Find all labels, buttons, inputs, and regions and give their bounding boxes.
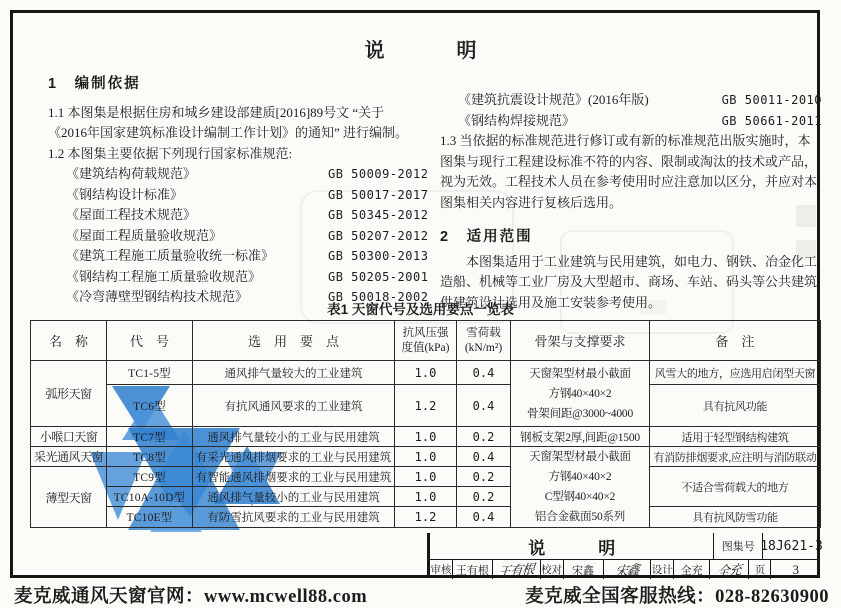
- cell-wind: 1.0: [395, 361, 457, 385]
- cell-code: TC9型: [107, 467, 193, 487]
- cell-frame-thin: 天窗架型材最小截面 方钢40×40×2 C型钢40×40×2 铝合金截面50系列: [511, 447, 650, 528]
- cell-points: 有防雪抗风要求的工业与民用建筑: [193, 507, 395, 528]
- paragraph-1-3-line: 图集与现行工程建设标准不符的内容、限制或淘汰的技术或产品，: [440, 153, 818, 169]
- atlas-number-value: 18J621-3: [760, 538, 823, 554]
- col-header-points: 选 用 要 点: [193, 321, 395, 361]
- paragraph-2-line: 本图集适用于工业建筑与民用建筑，如电力、钢铁、冶金化工: [440, 253, 818, 269]
- col-header-code: 代 号: [107, 321, 193, 361]
- cell-wind: 1.0: [395, 467, 457, 487]
- table-title: 表1 天窗代号及选用要点一览表: [327, 302, 514, 317]
- review-label: 审核: [430, 560, 453, 579]
- paragraph-1-2: 1.2 本图集主要依据下列现行国家标准规范:: [48, 145, 293, 161]
- cell-wind: 1.0: [395, 447, 457, 467]
- col-header-name: 名 称: [31, 321, 107, 361]
- cell-code: TC10A-10D型: [107, 487, 193, 507]
- page-number: 3: [792, 561, 799, 577]
- proof-label: 校对: [541, 560, 564, 579]
- table-row: [31, 507, 821, 528]
- cell-snow: 0.2: [457, 427, 511, 447]
- standard-name: 《建筑工程施工质量验收统一标准》: [66, 248, 275, 263]
- standard-code: GB 50345-2012: [328, 208, 429, 222]
- cell-note: 具有抗风防雪功能: [650, 507, 821, 528]
- cell-note: 不适合雪荷载大的地方: [650, 467, 821, 507]
- cell-note: 风雪大的地方，应选用启闭型天窗: [650, 361, 821, 385]
- paragraph-1-1-line: 1.1 本图集是根据住房和城乡建设部建质[2016]89号文 “关于: [48, 104, 385, 120]
- standard-item: [48, 205, 430, 226]
- page-label: 页: [749, 560, 771, 579]
- paragraph-2-line: 供建筑设计选用及施工安装参考使用。: [440, 294, 662, 310]
- paragraph-2-line: 造船、机械等工业厂房及大型超市、商场、车站、码头等公共建筑: [440, 274, 818, 289]
- section-2-heading: 2 适用范围: [440, 229, 533, 245]
- cell-wind: 1.0: [395, 487, 457, 507]
- cell-wind: 1.2: [395, 385, 457, 427]
- table-row: [31, 447, 821, 467]
- cell-note: 具有抗风功能: [650, 385, 821, 427]
- page-title: 说 明: [364, 40, 503, 62]
- standard-name: 《建筑结构荷载规范》: [66, 166, 197, 181]
- table-row: [31, 467, 821, 487]
- cell-code: TC1-5型: [107, 361, 193, 385]
- standard-code: GB 50017-2017: [328, 187, 429, 202]
- footer-bar: [0, 582, 841, 607]
- paragraph-1-1-line: 《2016年国家建筑标准设计编制工作计划》的通知” 进行编制。: [48, 125, 409, 140]
- design-signature: 全充: [710, 560, 749, 579]
- design-name: 全充: [674, 560, 710, 579]
- cell-frame: 钢板支架2厚,间距@1500: [511, 427, 650, 447]
- standard-name: 《冷弯薄壁型钢结构技术规范》: [66, 289, 249, 304]
- cell-note: 适用于轻型钢结构建筑: [650, 427, 821, 447]
- cell-snow: 0.2: [457, 487, 511, 507]
- proof-signature: 宋鑫: [604, 560, 652, 579]
- standard-code: GB 50009-2012: [328, 167, 429, 181]
- standard-code: GB 50207-2012: [328, 228, 429, 243]
- standard-name: 《屋面工程质量验收规范》: [66, 227, 223, 243]
- cell-wind: 1.2: [395, 507, 457, 528]
- cell-note: 有消防排烟要求,应注明与消防联动: [650, 447, 821, 467]
- cell-snow: 0.4: [457, 385, 511, 427]
- cell-name-daylight: 采光通风天窗: [31, 447, 107, 467]
- standard-name: 《钢结构焊接规范》: [458, 112, 576, 128]
- section-1-heading: 1 编制依据: [48, 76, 141, 92]
- notes-column-right: [440, 90, 822, 313]
- cell-snow: 0.2: [457, 467, 511, 487]
- proof-name: 宋鑫: [564, 560, 604, 579]
- standard-name: 《钢结构设计标准》: [66, 186, 184, 202]
- cell-name-throat: 小喉口天窗: [31, 427, 107, 447]
- col-header-snow: 雪荷载 (kN/m²): [457, 321, 511, 361]
- cell-points: 通风排气量较小的工业与民用建筑: [193, 427, 395, 447]
- footer-hotline: 麦克威全国客服热线：028-82630900: [525, 586, 829, 607]
- cell-snow: 0.4: [457, 447, 511, 467]
- cell-name-thin: 薄型天窗: [31, 467, 107, 528]
- col-header-frame: 骨架与支撑要求: [511, 321, 650, 361]
- standard-name: 《建筑抗震设计规范》(2016年版): [458, 92, 649, 107]
- standard-item: [48, 164, 430, 185]
- standard-item: [440, 90, 822, 111]
- standard-code: GB 50661-2011: [721, 113, 822, 128]
- standard-item: [48, 226, 430, 247]
- cell-name-arc: 弧形天窗: [31, 361, 107, 427]
- paragraph-1-3-line: 视为无效。工程技术人员在参考使用时应注意加以区分，并应对本: [440, 174, 818, 189]
- standard-code: GB 50011-2010: [721, 93, 822, 107]
- standard-code: GB 50018-2002: [328, 290, 429, 304]
- standard-item: [48, 246, 430, 267]
- standard-item: [48, 185, 430, 206]
- standard-code: GB 50300-2013: [328, 249, 429, 263]
- standard-item: [48, 267, 430, 288]
- paragraph-1-3-line: 图集相关内容进行复核后选用。: [440, 194, 623, 210]
- cell-wind: 1.0: [395, 427, 457, 447]
- cell-points: 通风排气量较小的工业与民用建筑: [193, 487, 395, 507]
- cell-points: 有抗风通风要求的工业建筑: [193, 385, 395, 427]
- atlas-number-label: 图集号: [714, 533, 763, 559]
- titleblock-sheet-title: 说 明: [430, 533, 714, 559]
- cell-code: TC6型: [107, 385, 193, 427]
- cell-code: TC10E型: [107, 507, 193, 528]
- standard-code: GB 50205-2001: [328, 269, 429, 284]
- footer-website: 麦克威通风天窗官网：www.mcwell88.com: [14, 586, 368, 607]
- cell-points: 通风排气量较大的工业建筑: [193, 361, 395, 385]
- cell-points: 有智能通风排烟要求的工业与民用建筑: [193, 467, 395, 487]
- table-row: [31, 427, 821, 447]
- cell-snow: 0.4: [457, 507, 511, 528]
- cell-code: TC7型: [107, 427, 193, 447]
- table-row: [31, 361, 821, 385]
- review-name: 王有根: [453, 560, 493, 579]
- paragraph-1-3-line: 1.3 当依据的标准规范进行修订或有新的标准规范出版实施时，本: [440, 133, 811, 148]
- table-header-row: [31, 321, 821, 361]
- table-row: [31, 385, 821, 427]
- cell-frame-arc: 天窗架型材最小截面 方钢40×40×2 骨架间距@3000~4000: [511, 361, 650, 427]
- cell-snow: 0.4: [457, 361, 511, 385]
- review-signature: 王有根: [493, 560, 541, 579]
- col-header-note: 备 注: [650, 321, 821, 361]
- cell-code: TC8型: [107, 447, 193, 467]
- standard-name: 《屋面工程技术规范》: [66, 207, 197, 222]
- title-block: [427, 533, 823, 582]
- notes-column-left: [48, 74, 430, 308]
- standard-name: 《钢结构工程施工质量验收规范》: [66, 268, 262, 284]
- col-header-wind: 抗风压强 度值(kPa): [395, 321, 457, 361]
- design-label: 设计: [651, 560, 674, 579]
- standard-item: [440, 111, 822, 132]
- cell-points: 有采光通风排烟要求的工业与民用建筑: [193, 447, 395, 467]
- skylight-code-table: [30, 320, 821, 528]
